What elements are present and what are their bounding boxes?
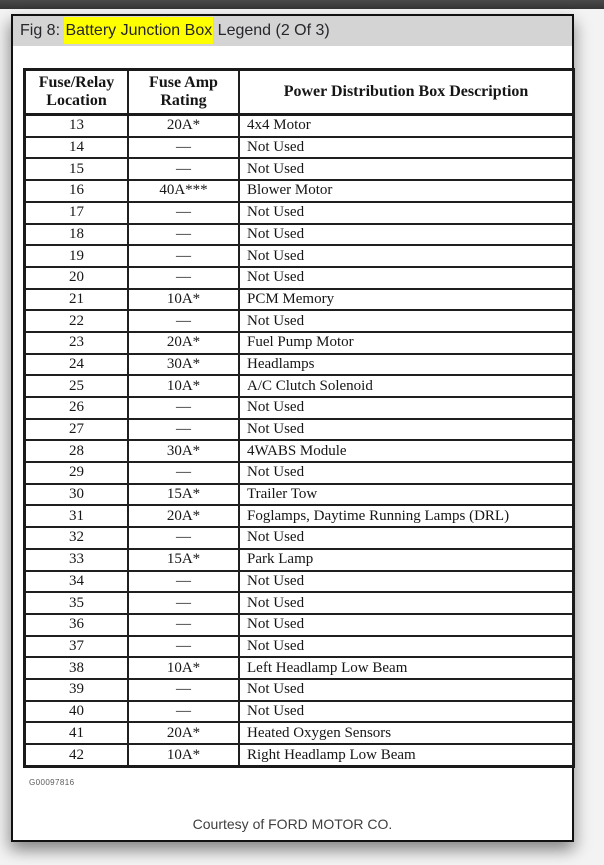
row-location-cell: 24 xyxy=(25,354,129,376)
fuse-table xyxy=(23,68,575,768)
row-description-cell: Not Used xyxy=(239,614,574,636)
row-location-cell: 16 xyxy=(25,180,129,202)
row-location-cell: 40 xyxy=(25,701,129,723)
row-location-cell: 14 xyxy=(25,137,129,159)
row-description-cell: Not Used xyxy=(239,310,574,332)
row-rating-cell: — xyxy=(128,245,239,267)
row-rating-cell: — xyxy=(128,679,239,701)
table-row xyxy=(25,375,574,397)
row-location-cell: 31 xyxy=(25,505,129,527)
figure-graphic-code: G00097816 xyxy=(29,778,75,787)
table-row xyxy=(25,245,574,267)
row-description-cell: 4x4 Motor xyxy=(239,115,574,137)
col-header-location: Fuse/Relay Location xyxy=(25,70,129,115)
row-location-cell: 32 xyxy=(25,527,129,549)
row-location-cell: 13 xyxy=(25,115,129,137)
row-rating-cell: 15A* xyxy=(128,549,239,571)
table-row xyxy=(25,701,574,723)
row-description-cell: Left Headlamp Low Beam xyxy=(239,657,574,679)
row-location-cell: 17 xyxy=(25,202,129,224)
figure-title-prefix: Fig 8: xyxy=(20,22,65,39)
row-location-cell: 20 xyxy=(25,267,129,289)
row-rating-cell: — xyxy=(128,419,239,441)
col-header-rating: Fuse Amp Rating xyxy=(128,70,239,115)
top-strip xyxy=(0,0,604,9)
table-row xyxy=(25,722,574,744)
row-location-cell: 22 xyxy=(25,310,129,332)
table-row xyxy=(25,636,574,658)
row-description-cell: Blower Motor xyxy=(239,180,574,202)
row-description-cell: Not Used xyxy=(239,592,574,614)
row-location-cell: 23 xyxy=(25,332,129,354)
table-row xyxy=(25,419,574,441)
row-description-cell: Park Lamp xyxy=(239,549,574,571)
row-rating-cell: 20A* xyxy=(128,505,239,527)
row-description-cell: Not Used xyxy=(239,397,574,419)
row-rating-cell: 30A* xyxy=(128,440,239,462)
row-rating-cell: — xyxy=(128,310,239,332)
row-location-cell: 39 xyxy=(25,679,129,701)
table-row xyxy=(25,332,574,354)
row-rating-cell: 10A* xyxy=(128,375,239,397)
table-row xyxy=(25,137,574,159)
row-rating-cell: — xyxy=(128,592,239,614)
credit-line: Courtesy of FORD MOTOR CO. xyxy=(192,816,393,832)
row-description-cell: Not Used xyxy=(239,267,574,289)
figure-title-bar xyxy=(13,16,572,46)
row-description-cell: Not Used xyxy=(239,158,574,180)
row-rating-cell: 20A* xyxy=(128,332,239,354)
table-row xyxy=(25,115,574,137)
fuse-table-body xyxy=(25,115,574,767)
row-description-cell: Not Used xyxy=(239,636,574,658)
row-location-cell: 21 xyxy=(25,289,129,311)
row-location-cell: 36 xyxy=(25,614,129,636)
row-rating-cell: 15A* xyxy=(128,484,239,506)
row-description-cell: Not Used xyxy=(239,224,574,246)
row-rating-cell: — xyxy=(128,614,239,636)
row-description-cell: Not Used xyxy=(239,245,574,267)
table-row xyxy=(25,310,574,332)
row-location-cell: 18 xyxy=(25,224,129,246)
figure-title-highlight: Battery Junction Box xyxy=(64,17,213,44)
table-row xyxy=(25,180,574,202)
table-row xyxy=(25,657,574,679)
row-description-cell: Not Used xyxy=(239,202,574,224)
row-description-cell: Foglamps, Daytime Running Lamps (DRL) xyxy=(239,505,574,527)
table-row xyxy=(25,224,574,246)
row-rating-cell: — xyxy=(128,224,239,246)
row-rating-cell: — xyxy=(128,137,239,159)
row-description-cell: Not Used xyxy=(239,527,574,549)
row-location-cell: 25 xyxy=(25,375,129,397)
row-rating-cell: — xyxy=(128,158,239,180)
row-location-cell: 15 xyxy=(25,158,129,180)
row-location-cell: 42 xyxy=(25,744,129,766)
row-rating-cell: 10A* xyxy=(128,657,239,679)
row-description-cell: A/C Clutch Solenoid xyxy=(239,375,574,397)
row-location-cell: 34 xyxy=(25,571,129,593)
table-row xyxy=(25,397,574,419)
row-rating-cell: 10A* xyxy=(128,744,239,766)
row-rating-cell: 10A* xyxy=(128,289,239,311)
table-row xyxy=(25,549,574,571)
row-rating-cell: — xyxy=(128,267,239,289)
row-rating-cell: — xyxy=(128,527,239,549)
table-row xyxy=(25,440,574,462)
table-row xyxy=(25,289,574,311)
table-row xyxy=(25,592,574,614)
row-rating-cell: — xyxy=(128,636,239,658)
row-description-cell: Heated Oxygen Sensors xyxy=(239,722,574,744)
row-description-cell: Not Used xyxy=(239,571,574,593)
row-description-cell: Fuel Pump Motor xyxy=(239,332,574,354)
table-row xyxy=(25,527,574,549)
table-row xyxy=(25,571,574,593)
table-row xyxy=(25,462,574,484)
row-description-cell: Right Headlamp Low Beam xyxy=(239,744,574,766)
table-row xyxy=(25,267,574,289)
row-description-cell: 4WABS Module xyxy=(239,440,574,462)
row-rating-cell: 40A*** xyxy=(128,180,239,202)
row-description-cell: Trailer Tow xyxy=(239,484,574,506)
row-rating-cell: — xyxy=(128,397,239,419)
table-row xyxy=(25,614,574,636)
document-panel xyxy=(11,14,574,842)
row-description-cell: Not Used xyxy=(239,419,574,441)
row-description-cell: Not Used xyxy=(239,462,574,484)
row-location-cell: 37 xyxy=(25,636,129,658)
row-rating-cell: — xyxy=(128,571,239,593)
table-row xyxy=(25,744,574,766)
row-rating-cell: 20A* xyxy=(128,115,239,137)
row-location-cell: 35 xyxy=(25,592,129,614)
row-location-cell: 19 xyxy=(25,245,129,267)
table-row xyxy=(25,158,574,180)
row-description-cell: Not Used xyxy=(239,701,574,723)
row-description-cell: Not Used xyxy=(239,679,574,701)
table-row xyxy=(25,202,574,224)
row-rating-cell: 20A* xyxy=(128,722,239,744)
header-row xyxy=(25,70,574,115)
row-location-cell: 33 xyxy=(25,549,129,571)
row-location-cell: 28 xyxy=(25,440,129,462)
row-description-cell: PCM Memory xyxy=(239,289,574,311)
row-location-cell: 41 xyxy=(25,722,129,744)
figure-title-suffix: Legend (2 Of 3) xyxy=(213,22,330,39)
row-rating-cell: 30A* xyxy=(128,354,239,376)
row-location-cell: 26 xyxy=(25,397,129,419)
row-location-cell: 29 xyxy=(25,462,129,484)
table-row xyxy=(25,484,574,506)
row-rating-cell: — xyxy=(128,701,239,723)
table-row xyxy=(25,354,574,376)
row-location-cell: 30 xyxy=(25,484,129,506)
row-location-cell: 27 xyxy=(25,419,129,441)
row-rating-cell: — xyxy=(128,202,239,224)
row-location-cell: 38 xyxy=(25,657,129,679)
row-description-cell: Headlamps xyxy=(239,354,574,376)
table-row xyxy=(25,505,574,527)
col-header-description: Power Distribution Box Description xyxy=(239,70,574,115)
table-row xyxy=(25,679,574,701)
row-rating-cell: — xyxy=(128,462,239,484)
row-description-cell: Not Used xyxy=(239,137,574,159)
